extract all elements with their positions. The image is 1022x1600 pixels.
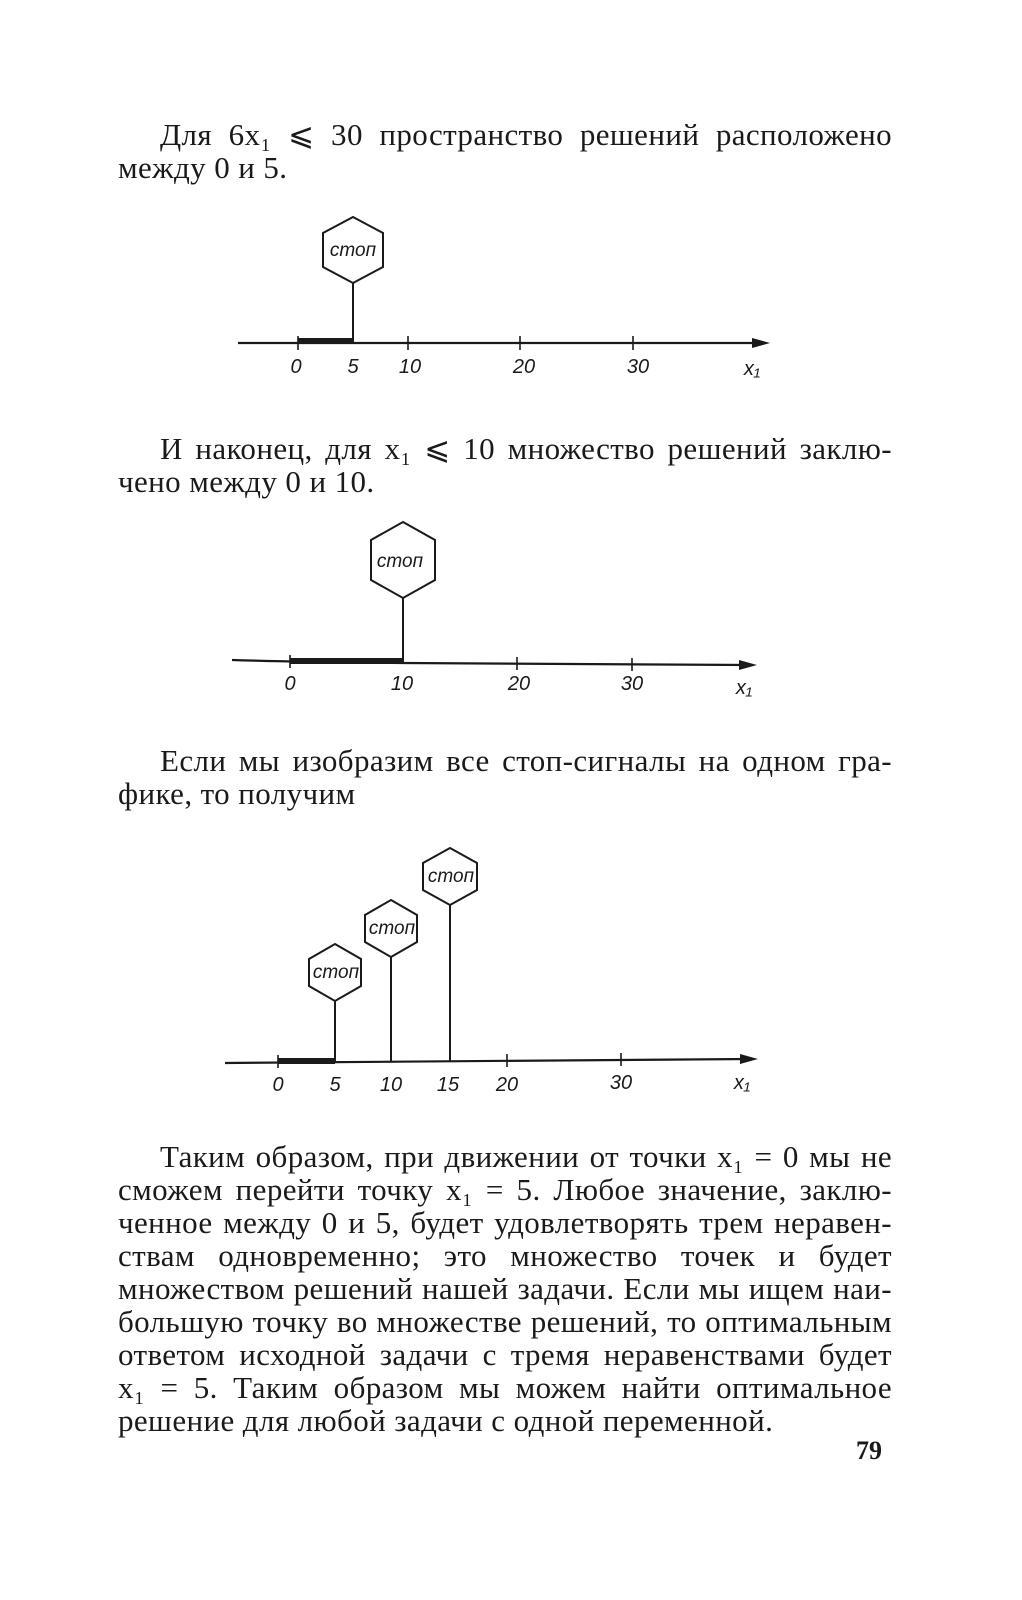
tick-label-0: 0	[290, 356, 302, 378]
axis-label: x₁	[743, 358, 761, 380]
paragraph-4-line-2: сможем перейти точку x₁ = 5. Любое значение, заклю-	[118, 1172, 892, 1207]
tick-label-15: 15	[436, 1074, 460, 1096]
stop-sign-label: стоп	[329, 240, 377, 261]
tick-label-10: 10	[390, 673, 414, 695]
paragraph-2-line-2: чено между 0 и 10.	[118, 464, 375, 499]
tick-label-20: 20	[507, 673, 531, 695]
page-number: 79	[856, 1436, 882, 1465]
tick-label-30: 30	[620, 673, 644, 695]
paragraph-1	[118, 118, 892, 184]
stop-sign-label-10: стоп	[368, 918, 416, 939]
tick-label-5: 5	[329, 1074, 341, 1096]
paragraph-3	[118, 744, 892, 810]
paragraph-4-line-5: множеством решений нашей задачи. Если мы ищем наи-	[118, 1271, 892, 1306]
tick-label-30: 30	[626, 356, 650, 378]
paragraph-1-line-2: между 0 и 5.	[118, 150, 288, 185]
paragraph-4-line-7: ответом исходной задачи с тремя неравенствами будет	[118, 1337, 892, 1372]
tick-label-10: 10	[379, 1074, 403, 1096]
paragraph-3-line-2: фике, то получим	[118, 776, 356, 811]
axis-arrow-icon	[752, 338, 770, 348]
stop-sign-label: стоп	[376, 551, 424, 572]
tick-label-10: 10	[398, 356, 422, 378]
axis-label: x₁	[735, 677, 753, 699]
paragraph-2-line-1: И наконец, для x₁ ⩽ 10 множество решений заклю-	[160, 431, 892, 466]
stop-sign-label-15: стоп	[427, 866, 475, 887]
paragraph-4-line-4: ствам одновременно; это множество точек и будет	[118, 1238, 892, 1273]
paragraph-4-line-9: решение для любой задачи с одной переменной.	[118, 1403, 774, 1438]
tick-label-0: 0	[284, 673, 296, 695]
tick-label-0: 0	[272, 1074, 284, 1096]
paragraph-4-line-8: x₁ = 5. Таким образом мы можем найти оптимальное	[118, 1370, 892, 1405]
diagram-3	[0, 835, 1022, 1100]
paragraph-2	[118, 432, 892, 498]
axis-arrow-icon	[740, 1054, 758, 1064]
paragraph-4-line-6: большую точку во множестве решений, то оптимальным	[118, 1304, 892, 1339]
stop-sign-label-5: стоп	[312, 962, 360, 983]
tick-label-20: 20	[512, 356, 536, 378]
paragraph-3-line-1: Если мы изобразим все стоп-сигналы на одном гра-	[160, 743, 892, 778]
diagram-1	[0, 205, 1022, 385]
axis-label: x₁	[733, 1072, 751, 1094]
paragraph-4-line-1: Таким образом, при движении от точки x₁ = 0 мы не	[160, 1139, 892, 1174]
paragraph-4-line-3: ченное между 0 и 5, будет удовлетворять трем нерaвен-	[118, 1205, 892, 1240]
tick-label-30: 30	[609, 1072, 633, 1094]
diagram-2	[0, 510, 1022, 700]
paragraph-1-line-1: Для 6x₁ ⩽ 30 пространство решений расположено	[160, 117, 892, 152]
axis-arrow-icon	[739, 660, 757, 670]
tick-label-5: 5	[347, 356, 359, 378]
paragraph-4	[118, 1140, 892, 1437]
tick-label-20: 20	[495, 1074, 519, 1096]
